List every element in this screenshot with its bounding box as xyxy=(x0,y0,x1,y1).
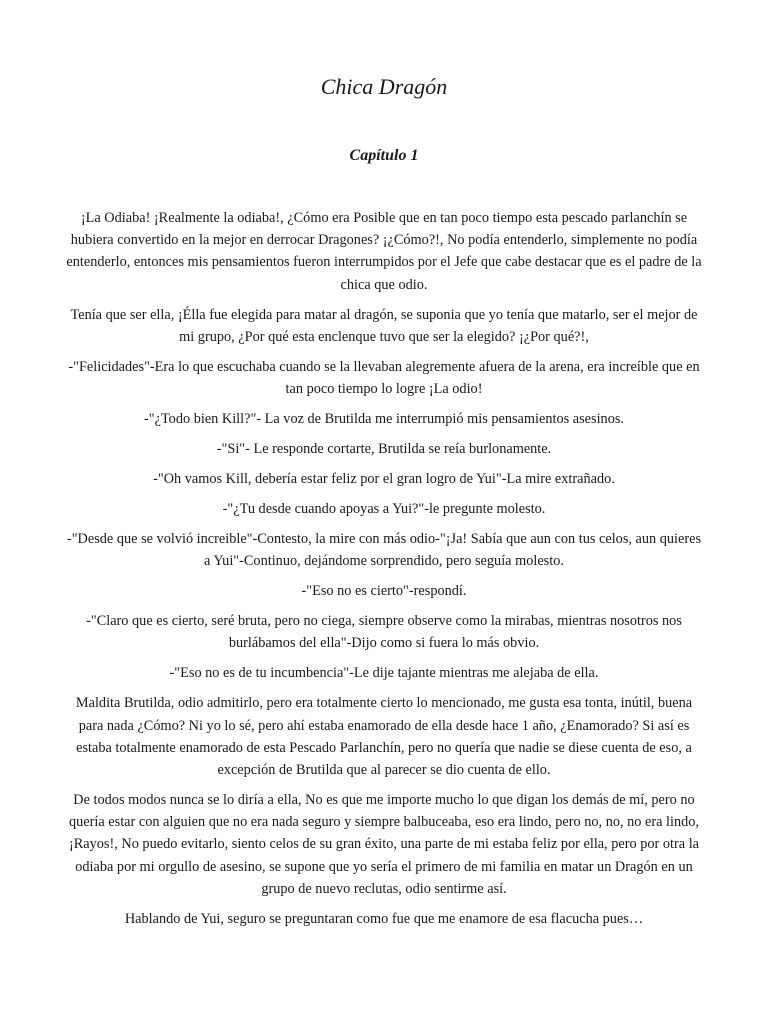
paragraph: -"Felicidades"-Era lo que escuchaba cuando se la llevaban alegremente afuera de la arena, era increíble que en tan poco tiempo lo logre ¡La odio! xyxy=(68,358,700,398)
paragraph: -"Desde que se volvió increible"-Contesto, la mire con más odio-"¡Ja! Sabía que aun con tus celos, aun quieres a Yui"-Continuo, dejándome sorprendido, pero seguía molesto. xyxy=(66,531,702,570)
paragraph: -"Claro que es cierto, seré bruta, pero no ciega, siempre observe como la mirabas, mientras nosotros nos burlábamos del ella"-Dijo como si fuera lo más obvio. xyxy=(86,613,682,652)
paragraph: -"¿Todo bien Kill?"- La voz de Brutilda me interrumpió mis pensamientos asesinos. xyxy=(144,411,624,428)
paragraph: Hablando de Yui, seguro se preguntaran como fue que me enamore de esa flacucha pues… xyxy=(124,910,644,927)
paragraph: -"¿Tu desde cuando apoyas a Yui?"-le pregunte molesto. xyxy=(222,501,546,518)
paragraph: Tenía que ser ella, ¡Élla fue elegida para matar al dragón, se suponia que yo tenía que matarlo, ser el mejor de mi grupo, ¿Por qué esta enclenque tuvo que ser la elegido? ¡¿Por qué?!, xyxy=(70,306,698,345)
paragraph: ¡La Odiaba! ¡Realmente la odiaba!, ¿Cómo era Posible que en tan poco tiempo esta pescado parlanchín se hubiera convertido en la mejor en derrocar Dragones? ¡¿Cómo?!, No podía entenderlo, simplemente no podía entenderlo, entonces mis pensamientos fueron interrumpidos por el Jefe que cabe destacar que es el padre de la chica que odio. xyxy=(66,210,702,293)
paragraph: -"Eso no es de tu incumbencia"-Le dije tajante mientras me alejaba de ella. xyxy=(169,665,599,682)
paragraph: Maldita Brutilda, odio admitirlo, pero era totalmente cierto lo mencionado, me gusta esa tonta, inútil, buena para nada ¿Cómo? Ni yo lo sé, pero ahí estaba enamorado de ella desde hace 1 año, ¿Enamorado? Si así es estaba totalmente enamorado de esta Pescado Parlanchín, pero no quería que nadie se diese cuenta de eso, a excepción de Brutilda que al parecer se dio cuenta de ello. xyxy=(75,695,693,779)
paragraph: -"Si"- Le responde cortarte, Brutilda se reía burlonamente. xyxy=(216,441,552,458)
paragraph: -"Oh vamos Kill, debería estar feliz por el gran logro de Yui"-La mire extrañado. xyxy=(153,471,615,488)
paragraph: -"Eso no es cierto"-respondí. xyxy=(301,583,467,600)
document-title: Chica Dragón xyxy=(320,74,448,99)
paragraph: De todos modos nunca se lo diría a ella, No es que me importe mucho lo que digan los demás de mí, pero no quería estar con alguien que no era nada seguro y siempre balbuceaba, eso era lindo, pero no, no, no era lindo, ¡Rayos!, No puedo evitarlo, siento celos de su gran éxito, una parte de mi estaba feliz por ella, pero por otra la odiaba por mi orgullo de asesino, se supone que yo sería el primero de mi familia en matar un Dragón en un grupo de nuevo reclutas, odio sentirme así. xyxy=(68,792,700,897)
document-body xyxy=(64,207,704,938)
chapter-title: Capítulo 1 xyxy=(349,147,419,164)
